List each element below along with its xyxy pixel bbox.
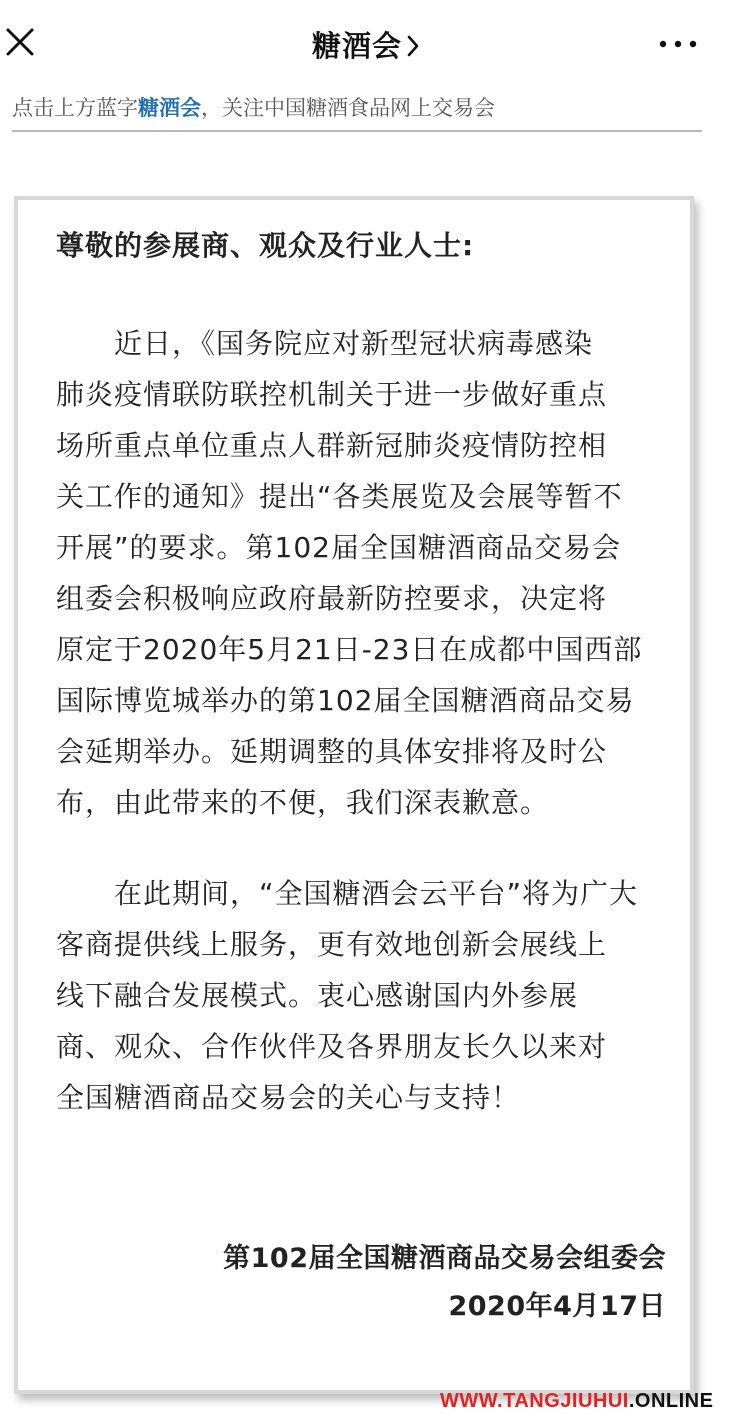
follow-prompt	[12, 92, 702, 132]
notice-signature: 第102届全国糖酒商品交易会组委会	[223, 1243, 666, 1274]
announcement-card	[14, 196, 694, 1394]
follow-account-link[interactable]: 糖酒会	[138, 96, 201, 120]
paragraph-line: 近日，《国务院应对新型冠状病毒感染	[114, 327, 594, 360]
page-title: 糖酒会	[311, 29, 402, 63]
notice-greeting: 尊敬的参展商、观众及行业人士:	[56, 229, 475, 262]
paragraph-line: 国际博览城举办的第102届全国糖酒商品交易	[56, 684, 635, 717]
notice-paragraph-1	[56, 318, 642, 828]
site-watermark	[440, 1390, 713, 1413]
notice-date: 2020年4月17日	[448, 1291, 666, 1322]
paragraph-line: 会延期举办。延期调整的具体安排将及时公	[56, 735, 608, 768]
paragraph-line: 在此期间，“全国糖酒会云平台”将为广大	[114, 877, 639, 910]
paragraph-line: 场所重点单位重点人群新冠肺炎疫情防控相	[56, 429, 608, 462]
account-title-link[interactable]	[0, 24, 732, 65]
paragraph-line: 组委会积极响应政府最新防控要求，决定将	[56, 582, 608, 615]
paragraph-line: 布，由此带来的不便，我们深表歉意。	[56, 786, 550, 819]
paragraph-line: 客商提供线上服务，更有效地创新会展线上	[56, 928, 608, 961]
paragraph-line: 原定于2020年5月21日-23日在成都中国西部	[56, 633, 643, 666]
paragraph-line: 关工作的通知》提出“各类展览及会展等暂不	[56, 480, 623, 513]
more-horizontal-icon	[656, 30, 700, 58]
top-navbar	[0, 0, 732, 88]
follow-suffix: ，关注中国糖酒食品网上交易会	[201, 96, 495, 120]
chevron-right-icon	[406, 31, 420, 65]
paragraph-line: 全国糖酒商品交易会的关心与支持！	[56, 1081, 521, 1114]
notice-paragraph-2	[56, 868, 638, 1123]
watermark-suffix: .ONLINE	[628, 1390, 714, 1412]
watermark-brand: TANGJIUHUI	[503, 1390, 629, 1412]
paragraph-line: 开展”的要求。第102届全国糖酒商品交易会	[56, 531, 621, 564]
more-options-button[interactable]	[656, 30, 700, 58]
paragraph-line: 商、观众、合作伙伴及各界朋友长久以来对	[56, 1030, 608, 1063]
follow-prefix: 点击上方蓝字	[12, 96, 138, 120]
paragraph-line: 肺炎疫情联防联控机制关于进一步做好重点	[56, 378, 608, 411]
watermark-prefix: WWW.	[440, 1390, 504, 1412]
paragraph-line: 线下融合发展模式。衷心感谢国内外参展	[56, 979, 579, 1012]
